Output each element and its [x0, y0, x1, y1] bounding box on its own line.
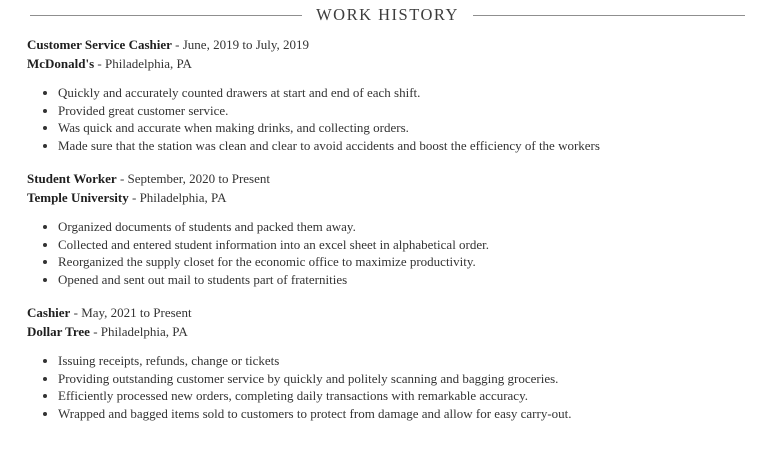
separator: -: [119, 171, 125, 186]
job-bullets: [27, 218, 741, 288]
bullet-item: • Collected and entered student information into an excel sheet in alphabetical order.: [58, 236, 741, 254]
job-location: Philadelphia, PA: [139, 190, 227, 205]
separator: -: [93, 324, 98, 339]
job-employer: McDonald's: [27, 56, 95, 71]
job-title: Cashier: [27, 305, 71, 320]
job-title-line: [27, 35, 741, 54]
job-employer: Dollar Tree: [27, 324, 90, 339]
job-entry: [27, 35, 741, 154]
job-entry: [27, 303, 741, 422]
bullet-item: • Organized documents of students and packed them away.: [58, 218, 741, 236]
header-rule-right: [473, 15, 745, 16]
bullet-item: • Opened and sent out mail to students part of fraternities: [58, 271, 741, 289]
job-location: Philadelphia, PA: [105, 56, 192, 71]
bullet-item: • Wrapped and bagged items sold to customers to protect from damage and allow for easy carry-out.: [58, 405, 741, 423]
job-title-line: [27, 303, 741, 322]
job-employer-line: [27, 188, 741, 207]
separator: -: [97, 56, 102, 71]
job-dates: May, 2021 to Present: [81, 305, 192, 320]
job-bullets: [27, 352, 741, 422]
work-history-list: [0, 25, 768, 422]
job-title-line: [27, 169, 741, 188]
job-employer-line: [27, 54, 741, 73]
separator: -: [73, 305, 78, 320]
job-dates: September, 2020 to Present: [127, 171, 270, 186]
section-header: [0, 0, 768, 25]
bullet-item: • Issuing receipts, refunds, change or tickets: [58, 352, 741, 370]
job-bullets: [27, 84, 741, 154]
bullet-item: • Provided great customer service.: [58, 102, 741, 120]
bullet-item: • Quickly and accurately counted drawers at start and end of each shift.: [58, 84, 741, 102]
bullet-item: • Efficiently processed new orders, completing daily transactions with remarkable accuracy.: [58, 387, 741, 405]
separator: -: [175, 37, 180, 52]
bullet-item: • Reorganized the supply closet for the economic office to maximize productivity.: [58, 253, 741, 271]
job-dates: June, 2019 to July, 2019: [182, 37, 310, 52]
job-title: Student Worker: [27, 171, 117, 186]
job-employer: Temple University: [27, 190, 129, 205]
separator: -: [131, 190, 137, 205]
header-rule-left: [30, 15, 302, 16]
job-location: Philadelphia, PA: [100, 324, 188, 339]
bullet-item: • Made sure that the station was clean and clear to avoid accidents and boost the efficiency of the workers: [58, 137, 741, 155]
job-entry: [27, 169, 741, 288]
bullet-item: • Providing outstanding customer service by quickly and politely scanning and bagging groceries.: [58, 370, 741, 388]
bullet-item: • Was quick and accurate when making drinks, and collecting orders.: [58, 119, 741, 137]
section-title: WORK HISTORY: [316, 5, 459, 24]
job-title: Customer Service Cashier: [27, 37, 172, 52]
job-employer-line: [27, 322, 741, 341]
